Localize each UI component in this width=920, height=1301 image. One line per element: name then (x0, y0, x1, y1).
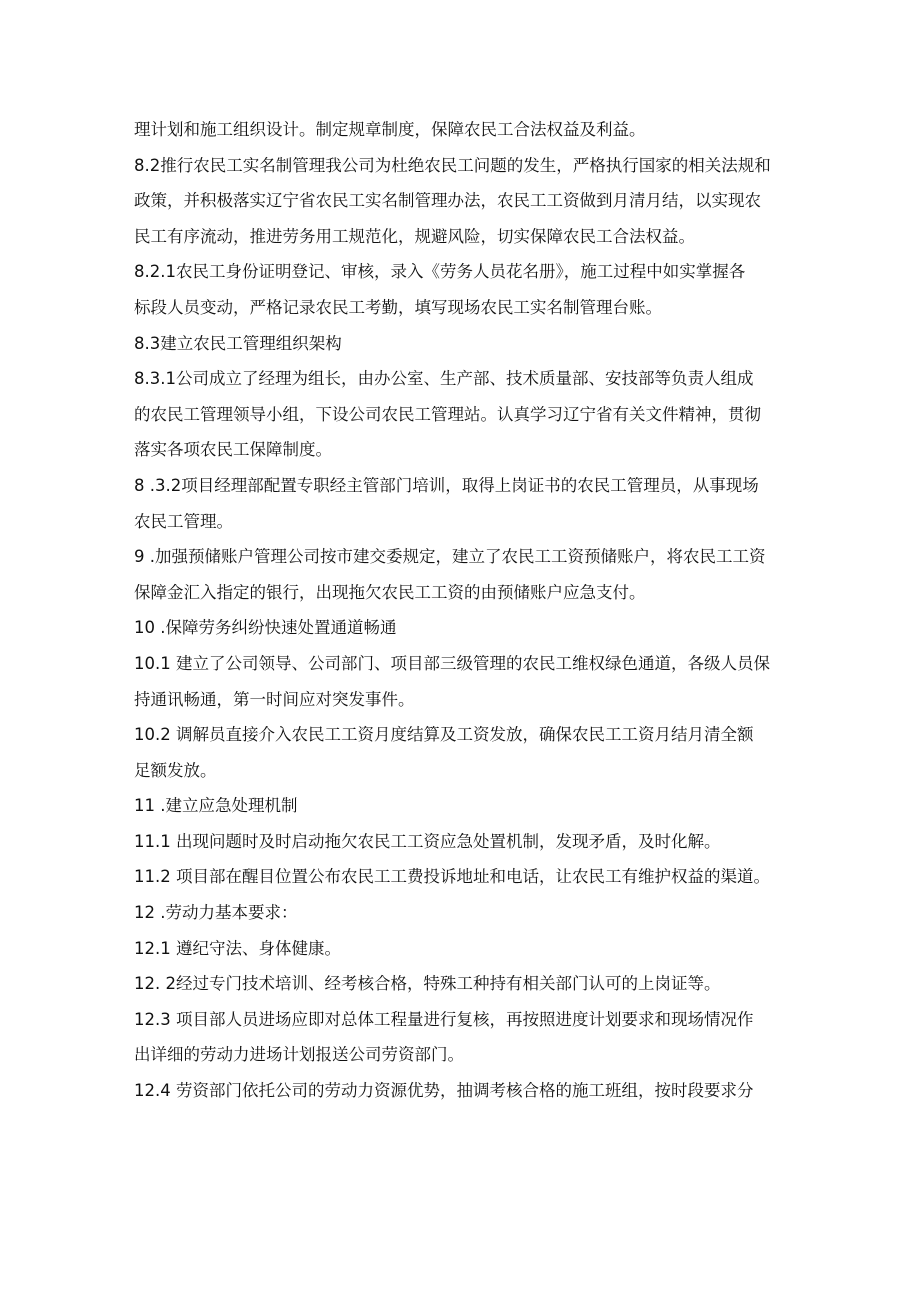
document-body (134, 112, 804, 1109)
text-line: 10.2 调解员直接介入农民工工资月度结算及工资发放，确保农民工工资月结月清全额 (134, 725, 754, 745)
text-line: 11.2 项目部在醒目位置公布农民工工费投诉地址和电话，让农民工有维护权益的渠道。 (134, 867, 770, 887)
text-line: 农民工管理。 (134, 511, 233, 531)
text-line: 的农民工管理领导小组，下设公司农民工管理站。认真学习辽宁省有关文件精神，贯彻 (134, 404, 761, 424)
section-heading: 8.3建立农民工管理组织架构 (134, 333, 342, 353)
text-line: 民工有序流动，推进劳务用工规范化，规避风险，切实保障农民工合法权益。 (134, 226, 695, 246)
text-line: 持通讯畅通，第一时间应对突发事件。 (134, 689, 415, 709)
text-line: 11.1 出现问题时及时启动拖欠农民工工资应急处置机制，发现矛盾，及时化解。 (134, 831, 721, 851)
text-line: 政策，并积极落实辽宁省农民工实名制管理办法，农民工工资做到月清月结，以实现农 (134, 191, 761, 211)
text-line: 8.2.1农民工身份证明登记、审核，录入《劳务人员花名册》，施工过程中如实掌握各 (134, 262, 746, 282)
text-line: 标段人员变动，严格记录农民工考勤，填写现场农民工实名制管理台账。 (134, 297, 662, 317)
text-line: 12.1 遵纪守法、身体健康。 (134, 938, 341, 958)
text-line: 8.2推行农民工实名制管理我公司为杜绝农民工问题的发生，严格执行国家的相关法规和 (134, 155, 771, 175)
text-line: 出详细的劳动力进场计划报送公司劳资部门。 (134, 1045, 464, 1065)
text-line: 8.3.1公司成立了经理为组长，由办公室、生产部、技术质量部、安技部等负责人组成 (134, 369, 754, 389)
section-heading: 11 .建立应急处理机制 (134, 796, 298, 816)
text-line: 12. 2经过专门技术培训、经考核合格，特殊工种持有相关部门认可的上岗证等。 (134, 974, 721, 994)
text-line: 保障金汇入指定的银行，出现拖欠农民工工资的由预储账户应急支付。 (134, 582, 646, 602)
section-heading: 10 .保障劳务纠纷快速处置通道畅通 (134, 618, 397, 638)
text-line: 足额发放。 (134, 760, 217, 780)
text-line: 12.4 劳资部门依托公司的劳动力资源优势，抽调考核合格的施工班组，按时段要求分 (134, 1081, 754, 1101)
text-line: 12.3 项目部人员进场应即对总体工程量进行复核，再按照进度计划要求和现场情况作 (134, 1009, 754, 1029)
text-line: 落实各项农民工保障制度。 (134, 440, 332, 460)
text-line: 10.1 建立了公司领导、公司部门、项目部三级管理的农民工维权绿色通道，各级人员保 (134, 653, 770, 673)
section-heading: 12 .劳动力基本要求： (134, 903, 298, 923)
text-line: 8 .3.2项目经理部配置专职经主管部门培训，取得上岗证书的农民工管理员，从事现场 (134, 475, 759, 495)
text-line: 9 .加强预储账户管理公司按市建交委规定，建立了农民工工资预储账户，将农民工工资 (134, 547, 766, 567)
text-line: 理计划和施工组织设计。制定规章制度，保障农民工合法权益及利益。 (134, 120, 646, 139)
